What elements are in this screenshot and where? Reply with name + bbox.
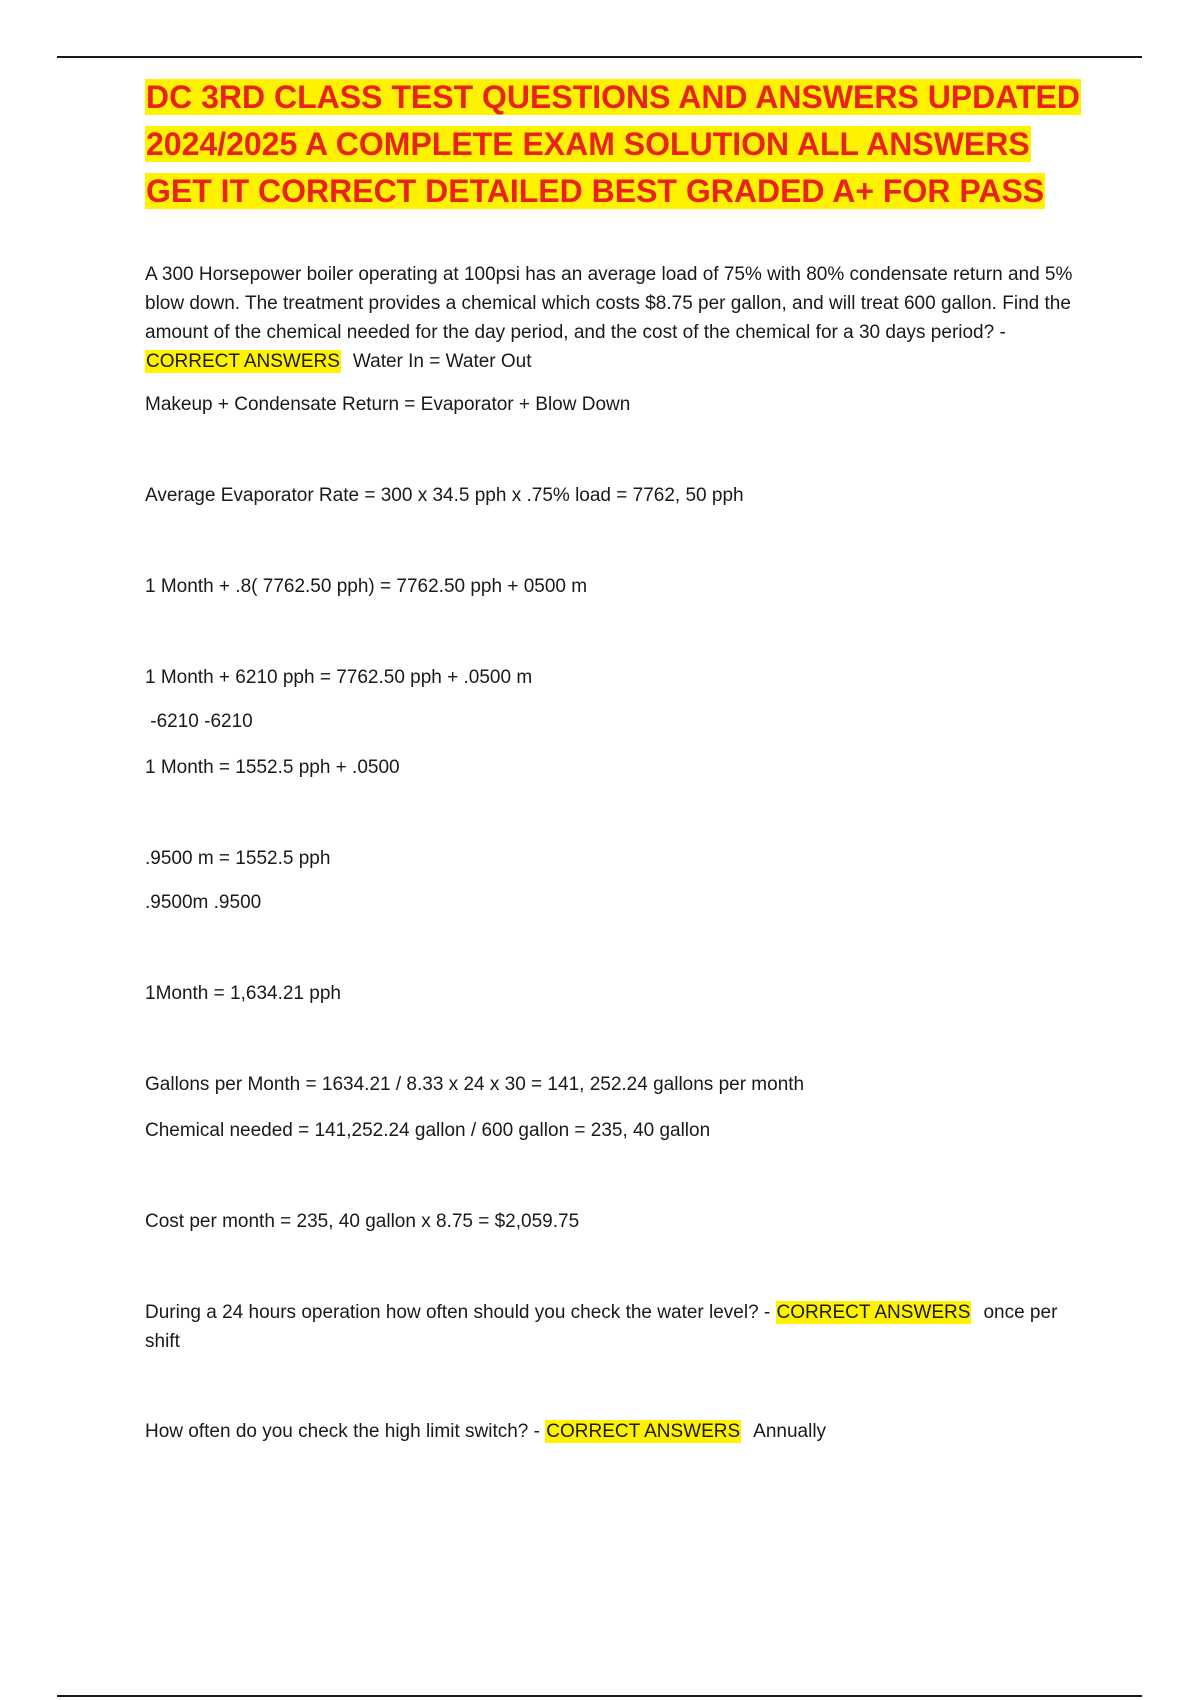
step-5: -6210 -6210 <box>145 711 253 732</box>
title-text: DC 3RD CLASS TEST QUESTIONS AND ANSWERS UPDATED 2024/2025 A COMPLETE EXAM SOLUTION ALL ANSWERS GET IT CORRECT DETAILED BEST GRADED A+ FOR PASS <box>146 79 1080 209</box>
bottom-divider <box>57 1695 1142 1697</box>
document-title <box>145 74 1095 215</box>
document-body <box>145 74 1095 1442</box>
step-10: Gallons per Month = 1634.21 / 8.33 x 24 x 30 = 141, 252.24 gallons per month <box>145 1074 805 1095</box>
question-2-text: During a 24 hours operation how often should you check the water level? - <box>145 1302 771 1323</box>
answer-2-text: once per shift <box>145 1302 1063 1352</box>
step-1: Makeup + Condensate Return = Evaporator + Blow Down <box>145 394 631 415</box>
question-3-text: How often do you check the high limit switch? - <box>145 1421 540 1442</box>
answer-3-text: Annually <box>753 1421 827 1442</box>
step-12: Cost per month = 235, 40 gallon x 8.75 = $2,059.75 <box>145 1211 580 1232</box>
step-7: .9500 m = 1552.5 pph <box>145 848 331 869</box>
top-divider <box>57 56 1142 58</box>
correct-answers-marker: CORRECT ANSWERS <box>546 1421 741 1442</box>
step-3: 1 Month + .8( 7762.50 pph) = 7762.50 pph + 0500 m <box>145 576 588 597</box>
step-11: Chemical needed = 141,252.24 gallon / 600 gallon = 235, 40 gallon <box>145 1120 711 1141</box>
correct-answers-marker: CORRECT ANSWERS <box>146 351 340 372</box>
question-1 <box>145 260 1095 376</box>
question-3 <box>145 1417 1095 1446</box>
answer-1-text: Water In = Water Out <box>352 351 532 372</box>
question-2 <box>145 1298 1095 1356</box>
step-4: 1 Month + 6210 pph = 7762.50 pph + .0500 m <box>145 667 533 688</box>
step-9: 1Month = 1,634.21 pph <box>145 983 341 1004</box>
question-1-text: A 300 Horsepower boiler operating at 100psi has an average load of 75% with 80% condensate return and 5% blow down. The treatment provides a chemical which costs $8.75 per gallon, and will treat 600 gallon. Find the amount of the chemical needed for the day period, and the cost of the chemical for a 30 days period? - <box>145 264 1078 343</box>
step-8: .9500m .9500 <box>145 892 262 913</box>
correct-answers-marker: CORRECT ANSWERS <box>776 1302 971 1323</box>
step-2: Average Evaporator Rate = 300 x 34.5 pph x .75% load = 7762, 50 pph <box>145 485 744 506</box>
step-6: 1 Month = 1552.5 pph + .0500 <box>145 757 400 778</box>
